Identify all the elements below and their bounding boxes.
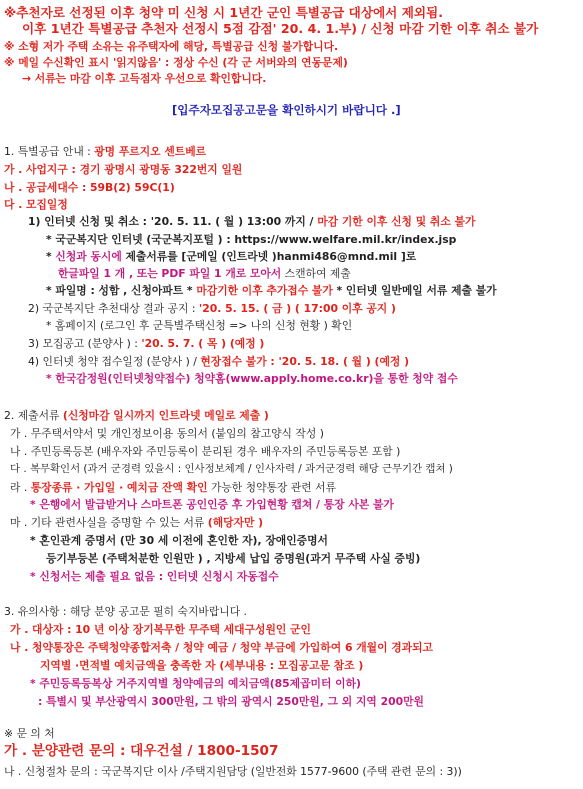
sec1-da: 다 . 모집일정 xyxy=(4,198,68,211)
sec1-title xyxy=(4,146,206,158)
sec1-title-label: 1. 특별공급 안내 : xyxy=(4,145,95,158)
notice-line-2: 이후 1년간 특별공급 추천자 선정시 5점 감점' 20. 4. 1.부) / 신청 마감 기한 이후 취소 불가 xyxy=(22,21,539,36)
sec2-title-note: (신청마감 일시까지 인트라넷 메일로 제출 ) xyxy=(62,409,269,422)
contact-sales: 가 . 분양관련 문의 : 대우건설 / 1800-1507 xyxy=(4,743,279,759)
sec2-da: 다 . 복무확인서 (과거 군경력 있을시 : 인사정보체계 / 인사자력 / 과거군경력 해당 근무기간 캡쳐 ) xyxy=(10,463,453,475)
sec2-ra-emph: 통장종류 · 가입일 · 예치금 잔액 확인 xyxy=(30,481,208,494)
sec2-ma xyxy=(10,517,263,529)
notice-line-1: ※추천자로 선정된 이후 청약 미 신청 시 1년간 군인 특별공급 대상에서 제외됨. xyxy=(4,5,443,20)
sec2-ma-note: (해당자만 ) xyxy=(207,516,264,529)
contact-procedure: 나 . 신청절차 문의 : 국군복지단 이사 /주택지원담당 (일반전화 1577-9600 (주택 관련 문의 : 3)) xyxy=(4,765,462,778)
sec1-step1-filename-label: * 파일명 : 성함 , 신청아파트 * xyxy=(46,284,197,297)
contact-title: ※ 문 의 처 xyxy=(4,727,55,740)
sec3-na-2: 지역별 ·면적별 예치금액을 충족한 자 (세부내용 : 모집공고문 참조 ) xyxy=(40,659,364,672)
sec1-step4 xyxy=(28,356,409,368)
sec3-na-4: : 특별시 및 부산광역시 300만원, 그 밖의 광역시 250만원, 그 외 지역 200만원 xyxy=(38,695,424,708)
sec1-step2-note: * 홈페이지 (로그인 후 군특별주택신청 => 나의 신청 현황 ) 확인 xyxy=(46,319,353,332)
sec1-step1-mail xyxy=(46,251,416,263)
sec1-step4-date: 현장접수 불가 : '20. 5. 18. ( 월 ) (예정 ) xyxy=(200,355,410,368)
sec1-step1-mail-star: * xyxy=(46,250,56,263)
sec2-na: 나 . 주민등록등본 (배우자와 주민등록이 분리된 경우 배우자의 주민등록등본 포함 ) xyxy=(10,445,401,458)
sec1-step1-file xyxy=(58,268,351,280)
notice-line-5: → 서류는 마감 이후 고득점자 우선으로 확인합니다. xyxy=(22,72,267,85)
sec2-ga: 가 . 무주택서약서 및 개인정보이용 동의서 (붙임의 참고양식 작성 ) xyxy=(10,427,324,440)
notice-line-4: ※ 메일 수신확인 표시 '읽지않음' : 정상 수신 (각 군 서버와의 연동문제) xyxy=(4,56,348,69)
sec2-ra xyxy=(10,482,336,494)
sec1-step4-note: * 한국감정원(인터넷청약접수) 청약홈(www.apply.home.co.kr)을 통한 청약 접수 xyxy=(46,372,458,385)
sec3-na-1: 나 . 청약통장은 주택청약종합저축 / 청약 예금 / 청약 부금에 가입하여 6 개월이 경과되고 xyxy=(10,641,433,654)
sec2-ma-item-2: 등기부등본 (주택처분한 인원만 ) , 지방세 납입 증명원(과거 무주택 사실 증빙) xyxy=(46,552,421,565)
sec2-title xyxy=(4,410,269,422)
sec2-ma-label: 마 . 기타 관련사실을 증명할 수 있는 서류 xyxy=(10,516,208,529)
sec3-na-3: * 주민등록등복상 거주지역별 청약예금의 예치금액(85제곱미터 이하) xyxy=(30,677,361,690)
sec1-title-project: 광명 푸르지오 센트베르 xyxy=(94,145,207,158)
sec1-step1-label: 1) 인터넷 신청 및 취소 : '20. 5. 11. ( 월 ) 13:00 까지 / xyxy=(28,215,318,228)
sec2-ma-item-3: * 신청서는 제출 필요 없음 : 인터넷 신청시 자동접수 xyxy=(30,570,279,583)
sec2-ma-item-1: * 혼인관계 증명서 (만 30 세 이전에 혼인한 자), 장애인증명서 xyxy=(30,534,328,547)
sec1-step3 xyxy=(28,338,264,350)
sec1-step1-mail-text: 제출서류를 [군메일 (인트라넷 )hanmi486@mnd.mil ]로 xyxy=(121,250,417,263)
sec1-step1-file-text: 스캔하여 제출 xyxy=(281,267,351,280)
sec1-step2 xyxy=(28,303,396,315)
sec3-title: 3. 유의사항 : 해당 분양 공고문 필히 숙지바랍니다 . xyxy=(4,605,247,618)
sec1-step1-filename-note: * 인터넷 일반메일 서류 제출 불가 xyxy=(332,284,497,297)
sec1-step1-file-emph: 한글파일 1 개 , 또는 PDF 파일 1 개로 모아서 xyxy=(58,267,282,280)
sec2-ra-text: 가능한 청약통장 관련 서류 xyxy=(207,481,336,494)
sec1-step3-label: 3) 모집공고 (분양사 ) : xyxy=(28,337,142,350)
sec1-step1-portal: * 국군복지단 인터넷 (국군복지포털 ) : https://www.welfare.mil.kr/index.jsp xyxy=(46,233,457,246)
sec1-step1-filename xyxy=(46,285,497,297)
sec3-ga: 가 . 대상자 : 10 년 이상 장기복무한 무주택 세대구성원인 군인 xyxy=(10,623,311,636)
sec1-step2-date: '20. 5. 15. ( 금 ) ( 17:00 이후 공지 ) xyxy=(198,302,396,315)
sec1-step2-label: 2) 국군복지단 추천대상 결과 공지 : xyxy=(28,302,199,315)
sec1-na: 나 . 공급세대수 : 59B(2) 59C(1) xyxy=(4,181,175,194)
sec1-ga: 가 . 사업지구 : 경기 광명시 광명동 322번지 일원 xyxy=(4,163,243,176)
sec1-step1-filename-warn: 마감기한 이후 추가접수 불가 xyxy=(196,284,333,297)
sec1-step4-label: 4) 인터넷 청약 접수일정 (분양사 ) / xyxy=(28,355,201,368)
sec1-step1-mail-emph: 신청과 동시에 xyxy=(55,250,122,263)
sec1-step1-warning: 마감 기한 이후 신청 및 취소 불가 xyxy=(317,215,476,228)
sec2-ra-note: * 은행에서 발급받거나 스마트폰 공인인증 후 가입현황 캡쳐 / 통장 사본 불가 xyxy=(30,498,394,511)
sec1-step3-date: '20. 5. 7. ( 목 ) (예정 ) xyxy=(141,337,265,350)
sec2-ra-label: 라 . xyxy=(10,481,31,494)
banner-heading: [입주자모집공고문을 확인하시기 바랍니다 .] xyxy=(172,103,401,117)
notice-line-3: ※ 소형 저가 주택 소유는 유주택자에 해당, 특별공급 신청 불가합니다. xyxy=(4,40,339,53)
sec1-step1 xyxy=(28,216,475,228)
sec2-title-label: 2. 제출서류 xyxy=(4,409,63,422)
